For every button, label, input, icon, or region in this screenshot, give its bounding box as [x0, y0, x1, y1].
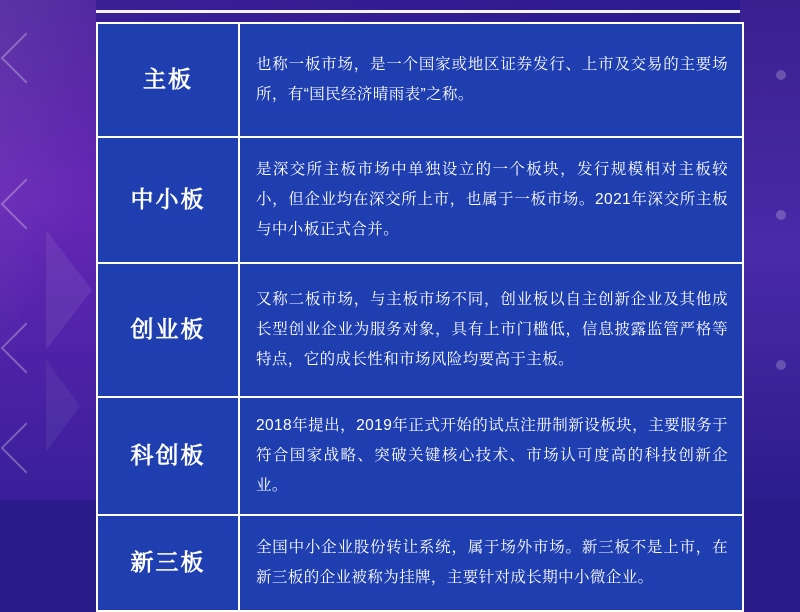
- table-row: [97, 263, 743, 397]
- table-row: [97, 137, 743, 263]
- top-divider: [96, 10, 740, 13]
- table-row: [97, 515, 743, 611]
- board-term: 主板: [97, 23, 239, 137]
- right-decoration-band: [740, 0, 800, 500]
- board-description: 是深交所主板市场中单独设立的一个板块，发行规模相对主板较小，但企业均在深交所上市，也属于一板市场。2021年深交所主板与中小板正式合并。: [239, 137, 743, 263]
- board-description: 也称一板市场，是一个国家或地区证券发行、上市及交易的主要场所，有“国民经济晴雨表”之称。: [239, 23, 743, 137]
- board-term: 中小板: [97, 137, 239, 263]
- table-row: [97, 23, 743, 137]
- left-decoration-band: [0, 0, 96, 500]
- board-description: 又称二板市场，与主板市场不同，创业板以自主创新企业及其他成长型创业企业为服务对象，具有上市门槛低，信息披露监管严格等特点，它的成长性和市场风险均要高于主板。: [239, 263, 743, 397]
- dot-decor-icon: [776, 210, 786, 220]
- board-term: 科创板: [97, 397, 239, 515]
- board-term: 创业板: [97, 263, 239, 397]
- board-comparison-table: [96, 22, 744, 612]
- triangle-decor-icon: [46, 360, 80, 452]
- board-description: 2018年提出，2019年正式开始的试点注册制新设板块，主要服务于符合国家战略、突破关键核心技术、市场认可度高的科技创新企业。: [239, 397, 743, 515]
- dot-decor-icon: [776, 360, 786, 370]
- triangle-decor-icon: [46, 230, 92, 350]
- dot-decor-icon: [776, 70, 786, 80]
- board-term: 新三板: [97, 515, 239, 611]
- board-table-container: [96, 22, 744, 612]
- table-row: [97, 397, 743, 515]
- board-description: 全国中小企业股份转让系统，属于场外市场。新三板不是上市，在新三板的企业被称为挂牌，主要针对成长期中小微企业。: [239, 515, 743, 611]
